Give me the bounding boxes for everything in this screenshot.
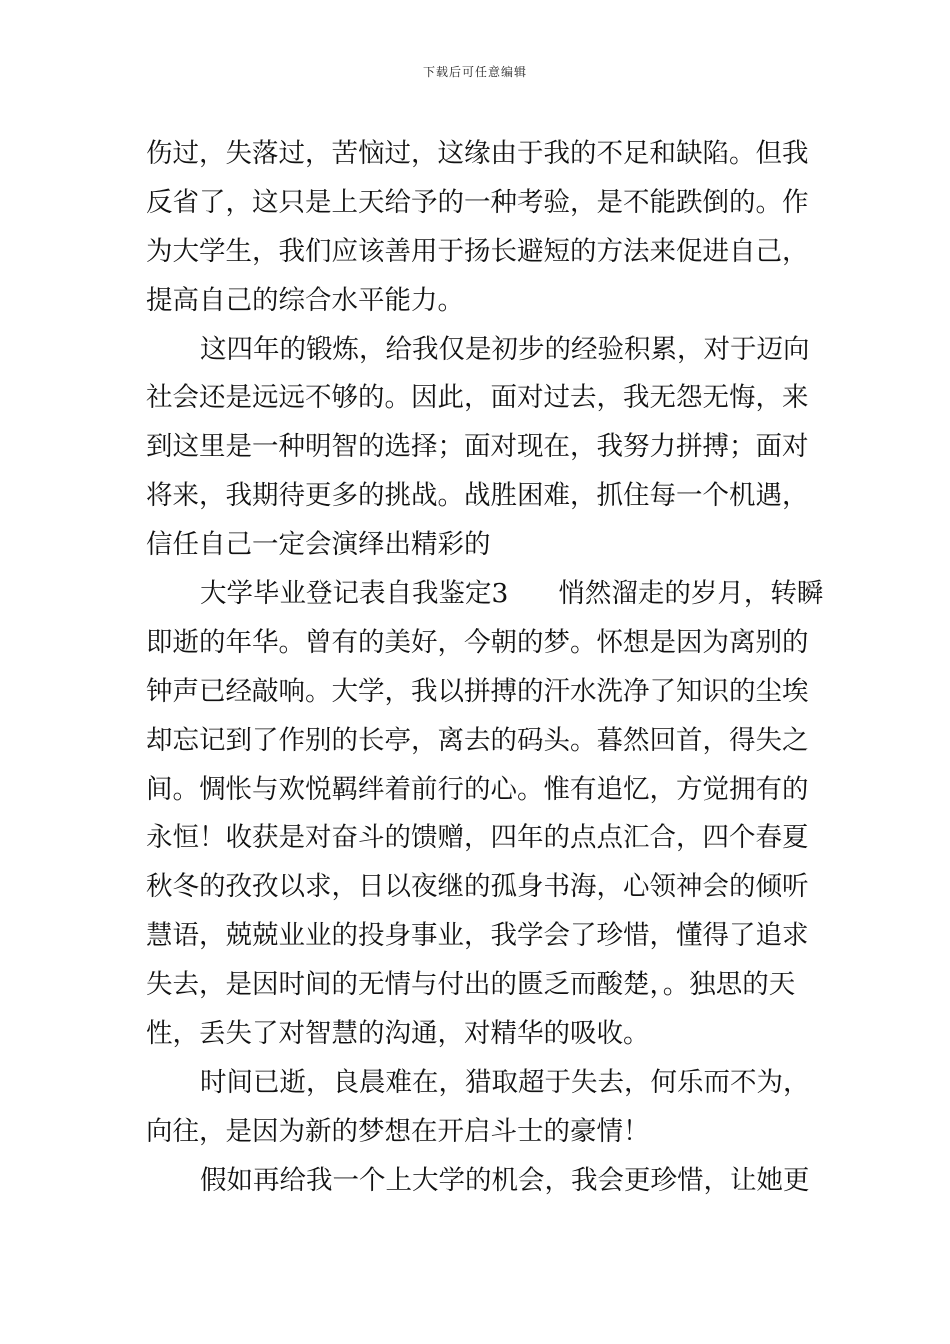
text-line: 间。惆怅与欢悦羁绊着前行的心。惟有追忆，方觉拥有的 <box>146 773 809 805</box>
text-line: 永恒！收获是对奋斗的馈赠，四年的点点汇合，四个春夏 <box>146 822 809 854</box>
section-heading-line <box>146 570 824 619</box>
text-line: 将来，我期待更多的挑战。战胜困难，抓住每一个机遇， <box>146 480 809 512</box>
text-line: 秋冬的孜孜以求，日以夜继的孤身书海，心领神会的倾听 <box>146 871 809 903</box>
text-line: 慧语，兢兢业业的投身事业，我学会了珍惜，懂得了追求 <box>146 920 809 952</box>
text-line: 即逝的年华。曾有的美好，今朝的梦。怀想是因为离别的 <box>146 626 809 658</box>
text-line: 性，丢失了对智慧的沟通，对精华的吸收。 <box>146 1018 650 1050</box>
text-line: 提高自己的综合水平能力。 <box>146 284 464 316</box>
document-body <box>146 130 824 1206</box>
text-line: 伤过，失落过，苦恼过，这缘由于我的不足和缺陷。但我 <box>146 138 809 169</box>
text-line: 假如再给我一个上大学的机会，我会更珍惜，让她更 <box>200 1164 810 1196</box>
text-line: 为大学生，我们应该善用于扬长避短的方法来促进自己， <box>146 235 809 267</box>
text-line: 向往，是因为新的梦想在开启斗士的豪情！ <box>146 1115 650 1147</box>
text-line: 却忘记到了作别的长亭，离去的码头。暮然回首，得失之 <box>146 724 809 756</box>
text-line: 到这里是一种明智的选择；面对现在，我努力拼搏；面对 <box>146 431 809 463</box>
text-line: 社会还是远远不够的。因此，面对过去，我无怨无悔，来 <box>146 382 809 414</box>
page-header: 下载后可任意编辑 <box>422 65 527 79</box>
text-line: 失去，是因时间的无情与付出的匮乏而酸楚，。独思的天 <box>146 969 796 1001</box>
text-line: 信任自己一定会演绎出精彩的 <box>146 529 491 561</box>
section-heading: 大学毕业登记表自我鉴定3 <box>200 578 509 610</box>
text-line: 钟声已经敲响。大学，我以拼搏的汗水洗净了知识的尘埃 <box>146 675 809 707</box>
text-line: 反省了，这只是上天给予的一种考验，是不能跌倒的。作 <box>146 186 809 218</box>
text-line: 这四年的锻炼，给我仅是初步的经验积累，对于迈向 <box>200 333 810 365</box>
text-line: 时间已逝，良晨难在，猎取超于失去，何乐而不为， <box>200 1066 810 1098</box>
section-text: 悄然溜走的岁月，转瞬 <box>558 578 824 610</box>
